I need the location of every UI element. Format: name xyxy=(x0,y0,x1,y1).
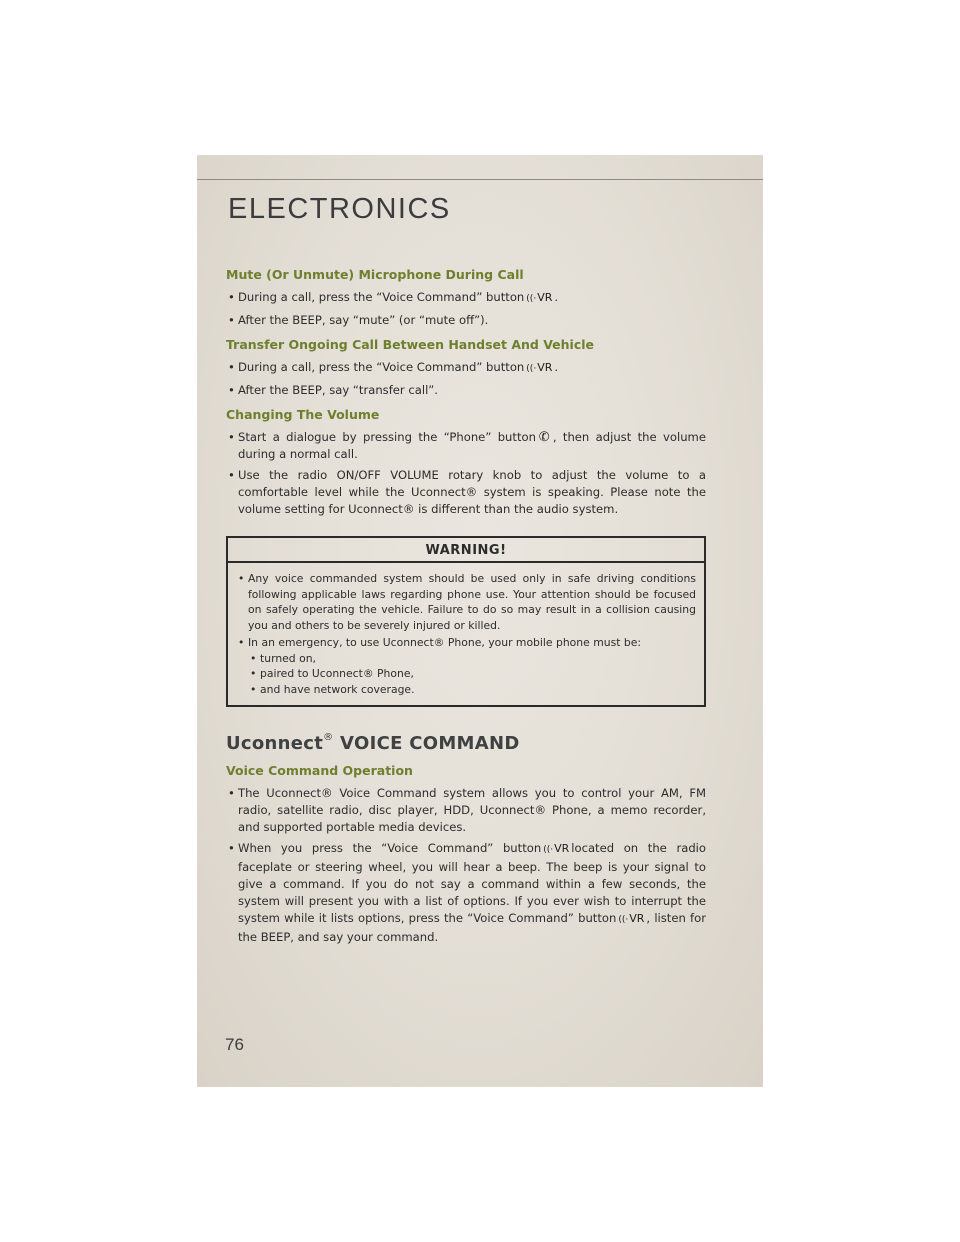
heading-transfer-call: Transfer Ongoing Call Between Handset And Vehicle xyxy=(226,337,595,352)
list-item: • During a call, press the “Voice Command” button ((·VR . xyxy=(226,289,706,308)
warning-title: WARNING! xyxy=(228,538,704,563)
list-item: • During a call, press the “Voice Command” button ((·VR . xyxy=(226,359,706,378)
header-rule xyxy=(197,179,763,180)
manual-page xyxy=(197,155,763,1087)
voice-command-icon: ((·VR xyxy=(618,912,645,925)
warning-item: • In an emergency, to use Uconnect® Phone, your mobile phone must be: • turned on, • paired to Uconnect® Phone, • and have network coverage. xyxy=(236,635,696,697)
warning-item: • Any voice commanded system should be used only in safe driving conditions following applicable laws regarding phone use. Your attention should be focused on safely operating the vehicle. Failure to do so may result in a collision causing you and others to be severely injured or killed. xyxy=(236,571,696,633)
page-content xyxy=(226,266,706,953)
mute-bullets xyxy=(226,289,706,329)
heading-changing-volume: Changing The Volume xyxy=(226,407,380,422)
list-item: • Use the radio ON/OFF VOLUME rotary knob to adjust the volume to a comfortable level while the Uconnect® system is speaking. Please note the volume setting for Uconnect® is different than the audio system. xyxy=(226,467,706,518)
heading-voice-command-operation: Voice Command Operation xyxy=(226,763,413,778)
voice-command-bullets xyxy=(226,785,706,946)
warning-subitem: • and have network coverage. xyxy=(248,682,696,698)
transfer-bullets xyxy=(226,359,706,399)
voice-command-icon: ((·VR xyxy=(543,842,570,855)
volume-bullets xyxy=(226,429,706,518)
voice-command-icon: ((·VR xyxy=(526,361,553,374)
warning-body xyxy=(228,563,704,705)
heading-uconnect-voice-command: Uconnect® VOICE COMMAND xyxy=(226,732,520,754)
warning-box xyxy=(226,536,706,707)
list-item: • The Uconnect® Voice Command system allows you to control your AM, FM radio, satellite radio, disc player, HDD, Uconnect® Phone, a memo recorder, and supported portable media devices. xyxy=(226,785,706,836)
section-header: ELECTRONICS xyxy=(228,193,451,225)
page-number: 76 xyxy=(225,1035,244,1054)
phone-icon: ✆ xyxy=(537,428,552,447)
list-item: • Start a dialogue by pressing the “Phone” button✆, then adjust the volume during a normal call. xyxy=(226,429,706,463)
heading-mute-microphone: Mute (Or Unmute) Microphone During Call xyxy=(226,267,524,282)
list-item: • After the BEEP, say “mute” (or “mute off”). xyxy=(226,312,706,329)
list-item: • After the BEEP, say “transfer call”. xyxy=(226,382,706,399)
list-item: • When you press the “Voice Command” button ((·VR located on the radio faceplate or steering wheel, you will hear a beep. The beep is your signal to give a command. If you do not say a command within a few seconds, the system will present you with a list of options. If you ever wish to interrupt the system while it lists options, press the “Voice Command” button ((·VR , listen for the BEEP, and say your command. xyxy=(226,840,706,946)
warning-subitem: • turned on, xyxy=(248,651,696,667)
voice-command-icon: ((·VR xyxy=(526,291,553,304)
warning-subitem: • paired to Uconnect® Phone, xyxy=(248,666,696,682)
